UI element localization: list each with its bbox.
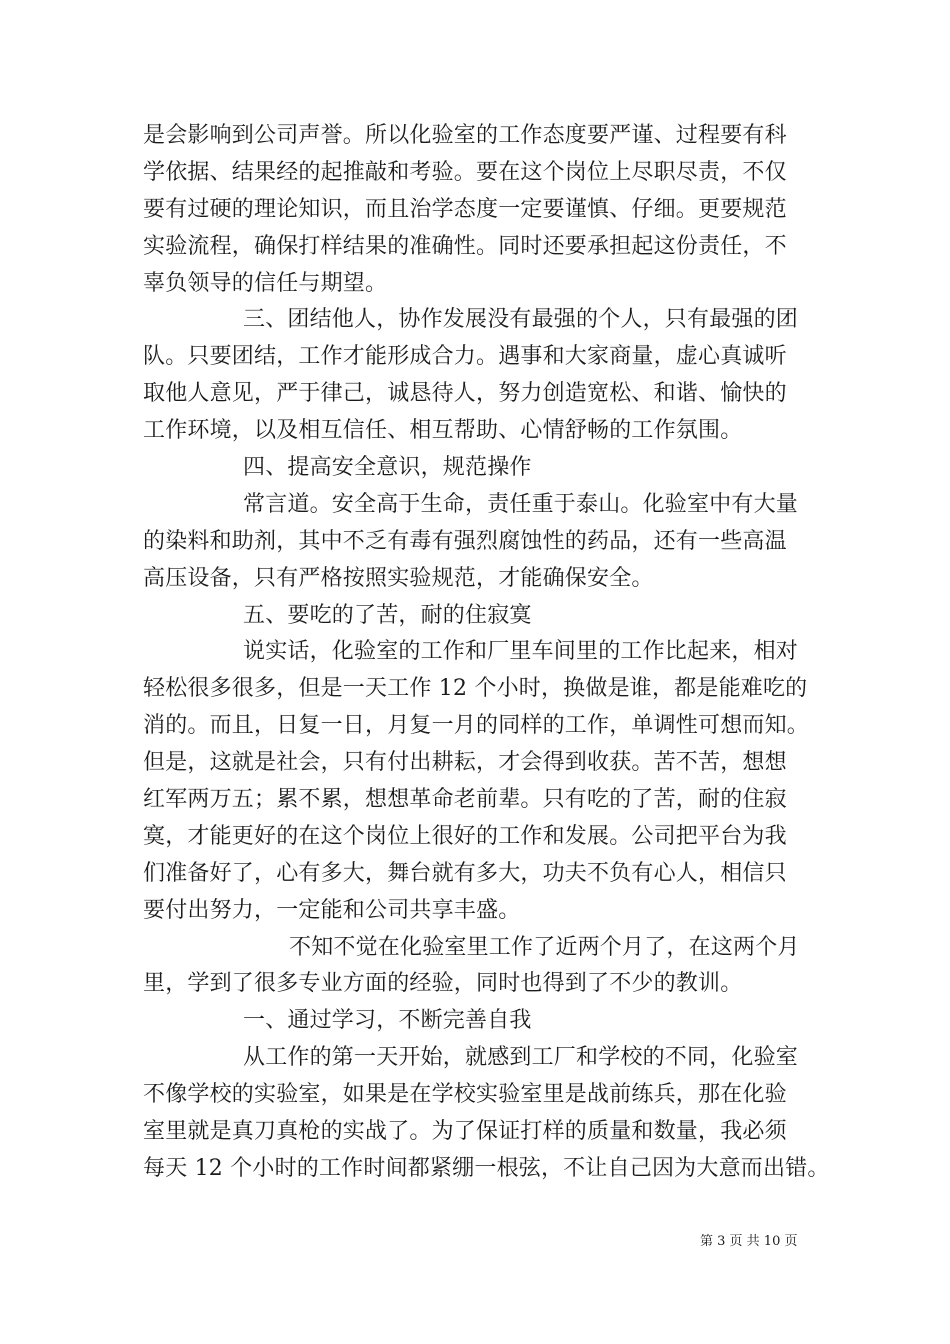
page-number: 第 3 页 共 10 页 <box>700 1234 798 1249</box>
text-line: 队。只要团结，工作才能形成合力。遇事和大家商量，虚心真诚听 <box>143 344 787 370</box>
text-line: 实验流程，确保打样结果的准确性。同时还要承担起这份责任，不 <box>143 233 787 259</box>
section-heading-three: 三、团结他人，协作发展没有最强的个人，只有最强的团 <box>243 307 799 333</box>
text-line: 们准备好了，心有多大，舞台就有多大，功夫不负有心人，相信只 <box>143 860 787 886</box>
text-line: 辜负领导的信任与期望。 <box>143 270 388 296</box>
text-line: 不知不觉在化验室里工作了近两个月了，在这两个月 <box>289 934 800 960</box>
text-line: 的染料和助剂，其中不乏有毒有强烈腐蚀性的药品，还有一些高温 <box>143 528 787 554</box>
text-line: 轻松很多很多，但是一天工作 12 个小时，换做是谁，都是能难吃的 <box>143 676 808 702</box>
text-line: 寞，才能更好的在这个岗位上很好的工作和发展。公司把平台为我 <box>143 823 787 849</box>
document-body <box>143 118 843 1188</box>
text-line: 是会影响到公司声誉。所以化验室的工作态度要严谨、过程要有科 <box>143 123 787 148</box>
text-line: 每天 12 个小时的工作时间都紧绷一根弦，不让自己因为大意而出错。 <box>143 1155 830 1181</box>
section-heading-one: 一、通过学习，不断完善自我 <box>243 1008 532 1034</box>
text-line: 说实话，化验室的工作和厂里车间里的工作比起来，相对 <box>243 639 799 665</box>
text-line: 红军两万五；累不累，想想革命老前辈。只有吃的了苦，耐的住寂 <box>143 787 787 813</box>
text-line: 不像学校的实验室，如果是在学校实验室里是战前练兵，那在化验 <box>143 1082 787 1108</box>
text-line: 要有过硬的理论知识，而且治学态度一定要谨慎、仔细。更要规范 <box>143 196 787 222</box>
text-line: 从工作的第一天开始，就感到工厂和学校的不同，化验室 <box>243 1045 799 1071</box>
text-line: 常言道。安全高于生命，责任重于泰山。化验室中有大量 <box>243 491 799 517</box>
text-line: 取他人意见，严于律己，诚恳待人，努力创造宽松、和谐、愉快的 <box>143 381 787 407</box>
text-line: 高压设备，只有严格按照实验规范，才能确保安全。 <box>143 565 654 591</box>
text-line: 但是，这就是社会，只有付出耕耘，才会得到收获。苦不苦，想想 <box>143 750 787 776</box>
text-line: 要付出努力，一定能和公司共享丰盛。 <box>143 897 521 923</box>
text-line: 工作环境，以及相互信任、相互帮助、心情舒畅的工作氛围。 <box>143 418 743 444</box>
text-line: 消的。而且，日复一日，月复一月的同样的工作，单调性可想而知。 <box>143 713 810 739</box>
text-line: 里，学到了很多专业方面的经验，同时也得到了不少的教训。 <box>143 971 743 997</box>
text-line: 学依据、结果经的起推敲和考验。要在这个岗位上尽职尽责，不仅 <box>143 159 787 185</box>
section-heading-four: 四、提高安全意识，规范操作 <box>243 455 532 481</box>
text-line: 室里就是真刀真枪的实战了。为了保证打样的质量和数量，我必须 <box>143 1119 787 1145</box>
section-heading-five: 五、要吃的了苦，耐的住寂寞 <box>243 602 532 628</box>
